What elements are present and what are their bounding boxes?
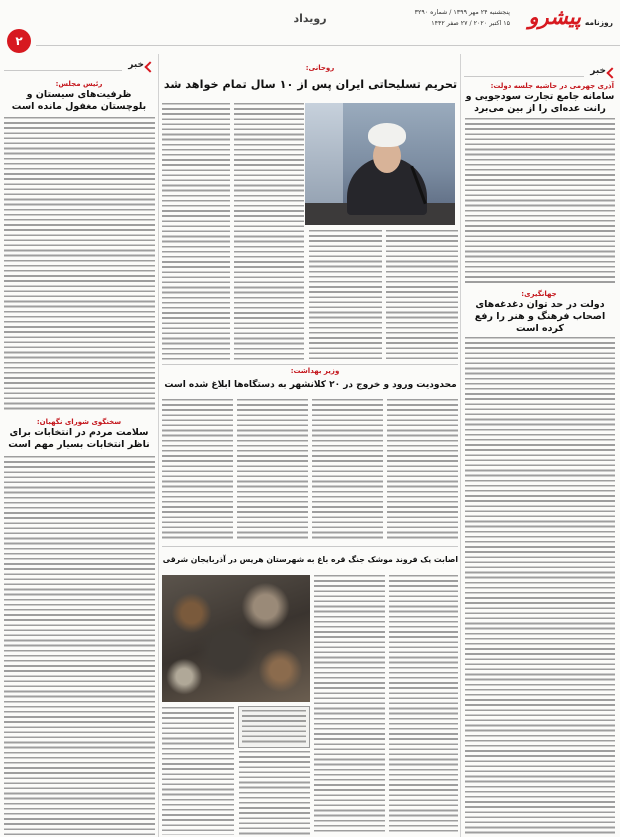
left-column-tag: خبر bbox=[128, 60, 144, 70]
masthead-logo bbox=[515, 3, 615, 41]
right-article-2-headline: دولت در حد توان دغدغه‌های اصحاب فرهنگ و هنر را رفع کرده است bbox=[474, 299, 606, 334]
quote-box-text bbox=[242, 710, 306, 744]
lead-body-col-2 bbox=[309, 230, 382, 360]
left-article-2-headline: سلامت مردم در انتخابات برای ناظر انتخابات بسیار مهم است bbox=[8, 427, 150, 450]
lead-body-col-4 bbox=[162, 103, 230, 360]
second-body-col-1 bbox=[387, 399, 458, 542]
right-column-separator bbox=[460, 54, 461, 837]
left-tag-rule bbox=[4, 70, 122, 71]
quote-box bbox=[238, 706, 310, 748]
second-kicker: وزیر بهداشت: bbox=[290, 367, 340, 375]
right-article-1-body-text bbox=[465, 118, 615, 284]
right-article-2-kicker: جهانگیری: bbox=[521, 290, 557, 298]
right-article-1-headline: سامانه جامع تجارت سودجویی و رانت عده‌ای را از بین می‌برد bbox=[465, 91, 615, 114]
photo-figure-turban bbox=[368, 123, 406, 147]
second-headline: محدودیت ورود و خروج در ۲۰ کلانشهر به دستگاه‌ها ابلاغ شده است bbox=[164, 380, 457, 390]
chevron-arrow-icon bbox=[606, 67, 617, 78]
left-article-1-body-text bbox=[4, 117, 155, 410]
left-article-2-kicker: سخنگوی شورای نگهبان: bbox=[36, 418, 122, 426]
right-column-tag: خبر bbox=[590, 66, 606, 76]
left-article-1-headline: ظرفیت‌های سیستان و بلوچستان مغفول مانده است bbox=[11, 89, 147, 112]
right-tag-rule bbox=[464, 76, 584, 77]
second-body-col-4 bbox=[162, 399, 233, 542]
second-body-col-3 bbox=[237, 399, 308, 542]
logo-prefix: روزنامه bbox=[584, 18, 613, 27]
lead-kicker: روحانی: bbox=[305, 64, 335, 72]
left-column-separator bbox=[158, 54, 159, 837]
lead-headline: تحریم تسلیحاتی ایران پس از ۱۰ سال تمام خواهد شد bbox=[163, 78, 458, 91]
story-divider-2 bbox=[162, 546, 458, 547]
third-body-col-photo-right bbox=[239, 751, 310, 835]
issue-date-line-2: ۱۵ اکتبر ۲۰۲۰ / ۲۷ صفر ۱۴۴۲ bbox=[431, 20, 510, 27]
story-divider-1 bbox=[162, 364, 458, 365]
lead-body-col-3 bbox=[234, 103, 304, 360]
right-article-1-kicker: آذری جهرمی در حاشیه جلسه دولت: bbox=[490, 82, 614, 90]
left-article-2-body-text bbox=[4, 456, 155, 835]
third-body-col-1 bbox=[389, 575, 458, 835]
page-number-badge bbox=[7, 29, 31, 53]
page-number: ۲ bbox=[15, 34, 23, 48]
rouhani-photo bbox=[305, 103, 455, 225]
right-article-2-body-text bbox=[465, 337, 615, 835]
third-body-col-photo-left bbox=[162, 707, 234, 835]
second-body-col-2 bbox=[312, 399, 383, 542]
missile-debris-photo bbox=[162, 575, 310, 702]
third-body-col-2 bbox=[314, 575, 385, 835]
chevron-arrow-icon bbox=[144, 61, 155, 72]
logo-name: پیشرو bbox=[528, 5, 581, 29]
third-headline: اصابت یک فروند موشک جنگ قره باغ به شهرستان هریس در آذربایجان شرقی bbox=[163, 555, 458, 564]
issue-date-line-1: پنجشنبه ۲۴ مهر ۱۳۹۹ / شماره ۳۲۹۰ bbox=[414, 9, 510, 16]
lead-body-col-1 bbox=[386, 230, 458, 360]
section-title: رویداد bbox=[293, 12, 327, 25]
left-article-1-kicker: رئیس مجلس: bbox=[55, 80, 103, 88]
masthead-rule bbox=[36, 45, 620, 46]
